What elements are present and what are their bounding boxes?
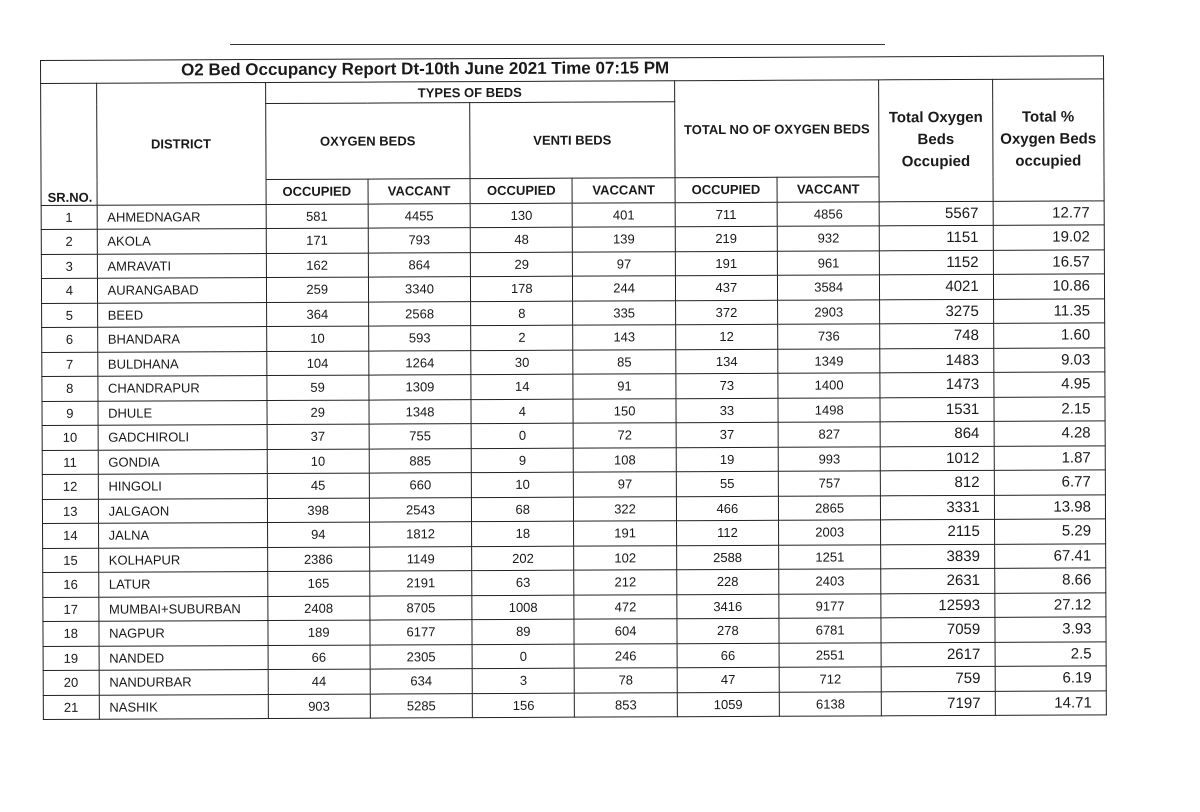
cell-total-pct-occupied: 16.57 — [993, 249, 1104, 274]
cell-total-pct-occupied: 6.19 — [995, 666, 1106, 691]
cell-total-oxygen-beds-occupied: 1473 — [880, 372, 994, 397]
cell-venti-vaccant: 143 — [573, 325, 675, 350]
cell-total-vaccant: 1251 — [779, 544, 881, 569]
cell-total-occupied: 191 — [675, 251, 777, 276]
cell-oxygen-vaccant: 1309 — [369, 375, 471, 400]
cell-venti-vaccant: 191 — [574, 521, 676, 546]
cell-sr-no: 2 — [41, 229, 97, 254]
cell-total-vaccant: 2865 — [778, 495, 880, 520]
cell-oxygen-occupied: 581 — [266, 204, 368, 229]
cell-district: NASHIK — [99, 694, 268, 719]
cell-sr-no: 7 — [42, 352, 98, 377]
cell-total-pct-occupied: 3.93 — [995, 617, 1106, 642]
cell-sr-no: 19 — [43, 646, 99, 671]
cell-total-oxygen-beds-occupied: 2631 — [881, 568, 995, 593]
cell-oxygen-vaccant: 755 — [369, 424, 471, 449]
cell-oxygen-occupied: 45 — [267, 473, 369, 498]
cell-total-pct-occupied: 9.03 — [993, 347, 1104, 372]
cell-total-occupied: 12 — [675, 324, 777, 349]
cell-total-pct-occupied: 12.77 — [993, 200, 1104, 225]
cell-total-pct-occupied: 1.87 — [994, 445, 1105, 470]
header-total-oxygen-beds-occupied-label: Total Oxygen Beds Occupied — [888, 109, 983, 171]
cell-total-oxygen-beds-occupied: 12593 — [881, 593, 995, 618]
cell-total-vaccant: 2551 — [779, 642, 881, 667]
cell-oxygen-vaccant: 8705 — [370, 595, 472, 620]
cell-oxygen-occupied: 44 — [268, 669, 370, 694]
cell-oxygen-vaccant: 1348 — [369, 399, 471, 424]
header-sr-no: SR.NO. — [41, 83, 97, 205]
cell-district: MUMBAI+SUBURBAN — [98, 596, 267, 621]
title-row — [40, 55, 1104, 83]
cell-oxygen-occupied: 37 — [267, 424, 369, 449]
cell-oxygen-vaccant: 793 — [368, 228, 470, 253]
cell-sr-no: 12 — [42, 474, 98, 499]
cell-total-oxygen-beds-occupied: 7197 — [882, 691, 996, 716]
cell-total-vaccant: 827 — [778, 422, 880, 447]
cell-total-vaccant: 757 — [778, 471, 880, 496]
cell-total-occupied: 278 — [677, 618, 779, 643]
cell-venti-vaccant: 244 — [573, 276, 675, 301]
cell-oxygen-vaccant: 1812 — [369, 522, 471, 547]
cell-total-vaccant: 712 — [779, 667, 881, 692]
cell-oxygen-occupied: 10 — [266, 326, 368, 351]
header-total-no-of-oxygen-beds-label: TOTAL NO OF OXYGEN BEDS — [683, 120, 870, 137]
cell-total-oxygen-beds-occupied: 1012 — [881, 446, 995, 471]
cell-total-vaccant: 2003 — [779, 520, 881, 545]
cell-total-occupied: 372 — [675, 300, 777, 325]
cell-total-oxygen-beds-occupied: 1152 — [880, 250, 994, 275]
cell-oxygen-occupied: 189 — [268, 620, 370, 645]
header-oxygen-occupied: OCCUPIED — [266, 179, 368, 204]
cell-total-pct-occupied: 10.86 — [993, 274, 1104, 299]
cell-venti-occupied: 68 — [472, 497, 574, 522]
cell-district: AMRAVATI — [97, 253, 266, 278]
cell-total-occupied: 219 — [675, 226, 777, 251]
cell-venti-occupied: 10 — [471, 472, 573, 497]
cell-total-pct-occupied: 2.5 — [995, 641, 1106, 666]
cell-total-vaccant: 2403 — [779, 569, 881, 594]
cell-sr-no: 6 — [42, 327, 98, 352]
cell-total-vaccant: 1400 — [778, 373, 880, 398]
cell-venti-vaccant: 212 — [574, 570, 676, 595]
cell-district: AKOLA — [97, 229, 266, 254]
cell-venti-occupied: 29 — [470, 252, 572, 277]
cell-district: HINGOLI — [98, 474, 267, 499]
cell-oxygen-occupied: 903 — [268, 694, 370, 719]
cell-oxygen-vaccant: 2543 — [369, 497, 471, 522]
header-total-vaccant: VACCANT — [777, 177, 879, 202]
cell-venti-occupied: 9 — [471, 448, 573, 473]
cell-district: KOLHAPUR — [98, 547, 267, 572]
cell-venti-occupied: 156 — [472, 693, 574, 718]
cell-oxygen-vaccant: 634 — [370, 669, 472, 694]
cell-total-pct-occupied: 4.95 — [994, 372, 1105, 397]
cell-venti-vaccant: 401 — [573, 202, 675, 227]
cell-total-pct-occupied: 8.66 — [994, 568, 1105, 593]
cell-oxygen-vaccant: 2305 — [370, 644, 472, 669]
cell-total-oxygen-beds-occupied: 1483 — [880, 348, 994, 373]
cell-oxygen-vaccant: 660 — [369, 473, 471, 498]
cell-oxygen-vaccant: 6177 — [370, 620, 472, 645]
cell-venti-occupied: 178 — [471, 276, 573, 301]
header-total-occupied: OCCUPIED — [675, 177, 777, 202]
cell-venti-vaccant: 72 — [574, 423, 676, 448]
cell-oxygen-occupied: 104 — [266, 351, 368, 376]
cell-venti-occupied: 18 — [472, 521, 574, 546]
cell-oxygen-vaccant: 1264 — [369, 350, 471, 375]
cell-oxygen-occupied: 165 — [267, 571, 369, 596]
cell-total-vaccant: 993 — [778, 446, 880, 471]
cell-venti-occupied: 63 — [472, 570, 574, 595]
cell-district: BULDHANA — [97, 351, 266, 376]
cell-total-occupied: 73 — [676, 373, 778, 398]
cell-total-oxygen-beds-occupied: 2115 — [881, 519, 995, 544]
header-venti-occupied: OCCUPIED — [470, 178, 572, 203]
cell-sr-no: 11 — [42, 450, 98, 475]
cell-venti-occupied: 89 — [472, 619, 574, 644]
cell-total-pct-occupied: 14.71 — [995, 690, 1106, 715]
cell-total-vaccant: 961 — [777, 250, 879, 275]
cell-total-oxygen-beds-occupied: 2617 — [881, 642, 995, 667]
header-total-no-of-oxygen-beds — [674, 80, 879, 178]
cell-total-occupied: 134 — [676, 349, 778, 374]
cell-total-occupied: 66 — [677, 643, 779, 668]
cell-total-vaccant: 9177 — [779, 593, 881, 618]
table-header — [41, 79, 1105, 205]
cell-venti-occupied: 2 — [471, 325, 573, 350]
header-total-pct-label: Total % Oxygen Beds occupied — [1000, 108, 1097, 170]
cell-total-oxygen-beds-occupied: 4021 — [880, 274, 994, 299]
header-types-of-beds: TYPES OF BEDS — [265, 81, 674, 104]
cell-sr-no: 21 — [43, 695, 99, 720]
cell-oxygen-occupied: 29 — [267, 400, 369, 425]
cell-oxygen-occupied: 259 — [266, 277, 368, 302]
cell-total-occupied: 711 — [675, 202, 777, 227]
cell-total-occupied: 1059 — [677, 692, 779, 717]
cell-venti-vaccant: 322 — [574, 496, 676, 521]
cell-total-oxygen-beds-occupied: 5567 — [879, 201, 993, 226]
cell-total-pct-occupied: 2.15 — [994, 396, 1105, 421]
cell-total-oxygen-beds-occupied: 3839 — [881, 544, 995, 569]
cell-venti-vaccant: 97 — [573, 251, 675, 276]
cell-total-occupied: 3416 — [677, 594, 779, 619]
cell-total-oxygen-beds-occupied: 3331 — [881, 495, 995, 520]
cell-total-vaccant: 4856 — [777, 201, 879, 226]
cell-venti-vaccant: 97 — [574, 472, 676, 497]
cell-sr-no: 14 — [43, 523, 99, 548]
cell-venti-occupied: 0 — [472, 644, 574, 669]
cell-total-occupied: 55 — [676, 471, 778, 496]
cell-total-pct-occupied: 27.12 — [995, 592, 1106, 617]
cell-total-pct-occupied: 6.77 — [994, 470, 1105, 495]
cell-district: BHANDARA — [97, 327, 266, 352]
cell-district: NAGPUR — [99, 621, 268, 646]
cell-venti-occupied: 8 — [471, 301, 573, 326]
cell-oxygen-occupied: 2386 — [267, 547, 369, 572]
cell-district: LATUR — [98, 572, 267, 597]
cell-oxygen-vaccant: 2568 — [368, 301, 470, 326]
cell-total-oxygen-beds-occupied: 3275 — [880, 299, 994, 324]
header-total-pct-oxygen-beds-occupied — [992, 79, 1104, 201]
cell-venti-occupied: 48 — [470, 227, 572, 252]
header-oxygen-vaccant: VACCANT — [368, 179, 470, 204]
cell-oxygen-vaccant: 593 — [369, 326, 471, 351]
cell-district: CHANDRAPUR — [97, 376, 266, 401]
cell-total-pct-occupied: 11.35 — [993, 298, 1104, 323]
cell-total-occupied: 437 — [675, 275, 777, 300]
cell-sr-no: 1 — [41, 205, 97, 230]
cell-sr-no: 4 — [41, 278, 97, 303]
cell-total-pct-occupied: 13.98 — [994, 494, 1105, 519]
header-venti-beds: VENTI BEDS — [470, 102, 675, 179]
cell-oxygen-vaccant: 864 — [368, 252, 470, 277]
header-oxygen-beds: OXYGEN BEDS — [265, 103, 470, 180]
cell-total-oxygen-beds-occupied: 1531 — [880, 397, 994, 422]
cell-oxygen-occupied: 364 — [266, 302, 368, 327]
cell-venti-vaccant: 102 — [574, 545, 676, 570]
cell-oxygen-occupied: 162 — [266, 253, 368, 278]
cell-venti-vaccant: 139 — [573, 227, 675, 252]
cell-district: AHMEDNAGAR — [97, 204, 266, 229]
cell-total-oxygen-beds-occupied: 1151 — [880, 225, 994, 250]
cell-total-oxygen-beds-occupied: 812 — [881, 470, 995, 495]
cell-venti-occupied: 130 — [470, 203, 572, 228]
table-body — [41, 200, 1106, 719]
cell-oxygen-occupied: 171 — [266, 228, 368, 253]
cell-total-vaccant: 1349 — [778, 348, 880, 373]
cell-venti-occupied: 3 — [472, 668, 574, 693]
cell-total-occupied: 19 — [676, 447, 778, 472]
cell-oxygen-occupied: 398 — [267, 498, 369, 523]
cell-sr-no: 15 — [43, 548, 99, 573]
cell-total-occupied: 466 — [676, 496, 778, 521]
cell-venti-vaccant: 246 — [574, 643, 676, 668]
cell-district: JALNA — [98, 523, 267, 548]
cell-oxygen-vaccant: 1149 — [369, 546, 471, 571]
cell-venti-vaccant: 604 — [574, 619, 676, 644]
cell-total-occupied: 33 — [676, 398, 778, 423]
cell-sr-no: 16 — [43, 572, 99, 597]
cell-district: JALGAON — [98, 498, 267, 523]
top-rule — [230, 44, 885, 45]
cell-total-occupied: 37 — [676, 422, 778, 447]
table-row — [43, 690, 1106, 719]
cell-venti-occupied: 4 — [471, 399, 573, 424]
cell-district: GONDIA — [98, 449, 267, 474]
cell-district: NANDURBAR — [99, 670, 268, 695]
header-total-oxygen-beds-occupied — [879, 79, 993, 201]
cell-district: AURANGABAD — [97, 278, 266, 303]
cell-venti-vaccant: 150 — [573, 398, 675, 423]
cell-venti-vaccant: 91 — [573, 374, 675, 399]
cell-oxygen-occupied: 66 — [268, 645, 370, 670]
cell-district: DHULE — [98, 400, 267, 425]
cell-oxygen-vaccant: 5285 — [370, 693, 472, 718]
cell-venti-vaccant: 335 — [573, 300, 675, 325]
cell-oxygen-vaccant: 3340 — [368, 277, 470, 302]
cell-venti-vaccant: 853 — [575, 692, 677, 717]
cell-oxygen-occupied: 59 — [266, 375, 368, 400]
cell-venti-vaccant: 85 — [573, 349, 675, 374]
cell-total-pct-occupied: 19.02 — [993, 225, 1104, 250]
cell-sr-no: 18 — [43, 621, 99, 646]
cell-total-vaccant: 3584 — [777, 275, 879, 300]
cell-total-oxygen-beds-occupied: 864 — [880, 421, 994, 446]
cell-venti-occupied: 14 — [471, 374, 573, 399]
cell-venti-occupied: 0 — [471, 423, 573, 448]
cell-total-vaccant: 6138 — [779, 691, 881, 716]
cell-venti-vaccant: 472 — [574, 594, 676, 619]
cell-total-oxygen-beds-occupied: 7059 — [881, 617, 995, 642]
cell-district: NANDED — [99, 645, 268, 670]
cell-sr-no: 17 — [43, 597, 99, 622]
cell-sr-no: 13 — [42, 499, 98, 524]
cell-venti-occupied: 202 — [472, 546, 574, 571]
cell-total-pct-occupied: 67.41 — [994, 543, 1105, 568]
cell-oxygen-occupied: 10 — [267, 449, 369, 474]
cell-total-vaccant: 2903 — [778, 299, 880, 324]
cell-oxygen-vaccant: 885 — [369, 448, 471, 473]
header-venti-vaccant: VACCANT — [572, 178, 674, 203]
cell-oxygen-occupied: 2408 — [267, 596, 369, 621]
cell-total-vaccant: 736 — [778, 324, 880, 349]
cell-oxygen-vaccant: 2191 — [370, 571, 472, 596]
cell-sr-no: 3 — [41, 254, 97, 279]
cell-venti-occupied: 1008 — [472, 595, 574, 620]
cell-total-occupied: 112 — [676, 520, 778, 545]
cell-sr-no: 5 — [42, 303, 98, 328]
cell-total-vaccant: 1498 — [778, 397, 880, 422]
cell-total-pct-occupied: 4.28 — [994, 421, 1105, 446]
cell-total-pct-occupied: 5.29 — [994, 519, 1105, 544]
bed-occupancy-table — [40, 78, 1107, 720]
cell-total-occupied: 228 — [676, 569, 778, 594]
cell-total-vaccant: 6781 — [779, 618, 881, 643]
cell-sr-no: 10 — [42, 425, 98, 450]
header-district: DISTRICT — [96, 83, 266, 205]
report-sheet — [40, 55, 1107, 720]
cell-district: GADCHIROLI — [98, 425, 267, 450]
cell-venti-vaccant: 108 — [574, 447, 676, 472]
cell-sr-no: 8 — [42, 376, 98, 401]
report-title: O2 Bed Occupancy Report Dt-10th June 2021 Time 07:15 PM — [181, 58, 670, 80]
cell-venti-occupied: 30 — [471, 350, 573, 375]
cell-total-vaccant: 932 — [777, 226, 879, 251]
cell-oxygen-occupied: 94 — [267, 522, 369, 547]
cell-sr-no: 20 — [43, 670, 99, 695]
cell-sr-no: 9 — [42, 401, 98, 426]
cell-oxygen-vaccant: 4455 — [368, 203, 470, 228]
cell-total-oxygen-beds-occupied: 748 — [880, 323, 994, 348]
cell-district: BEED — [97, 302, 266, 327]
cell-total-occupied: 2588 — [676, 545, 778, 570]
cell-total-occupied: 47 — [677, 667, 779, 692]
cell-total-pct-occupied: 1.60 — [993, 323, 1104, 348]
cell-venti-vaccant: 78 — [575, 668, 677, 693]
cell-total-oxygen-beds-occupied: 759 — [881, 666, 995, 691]
